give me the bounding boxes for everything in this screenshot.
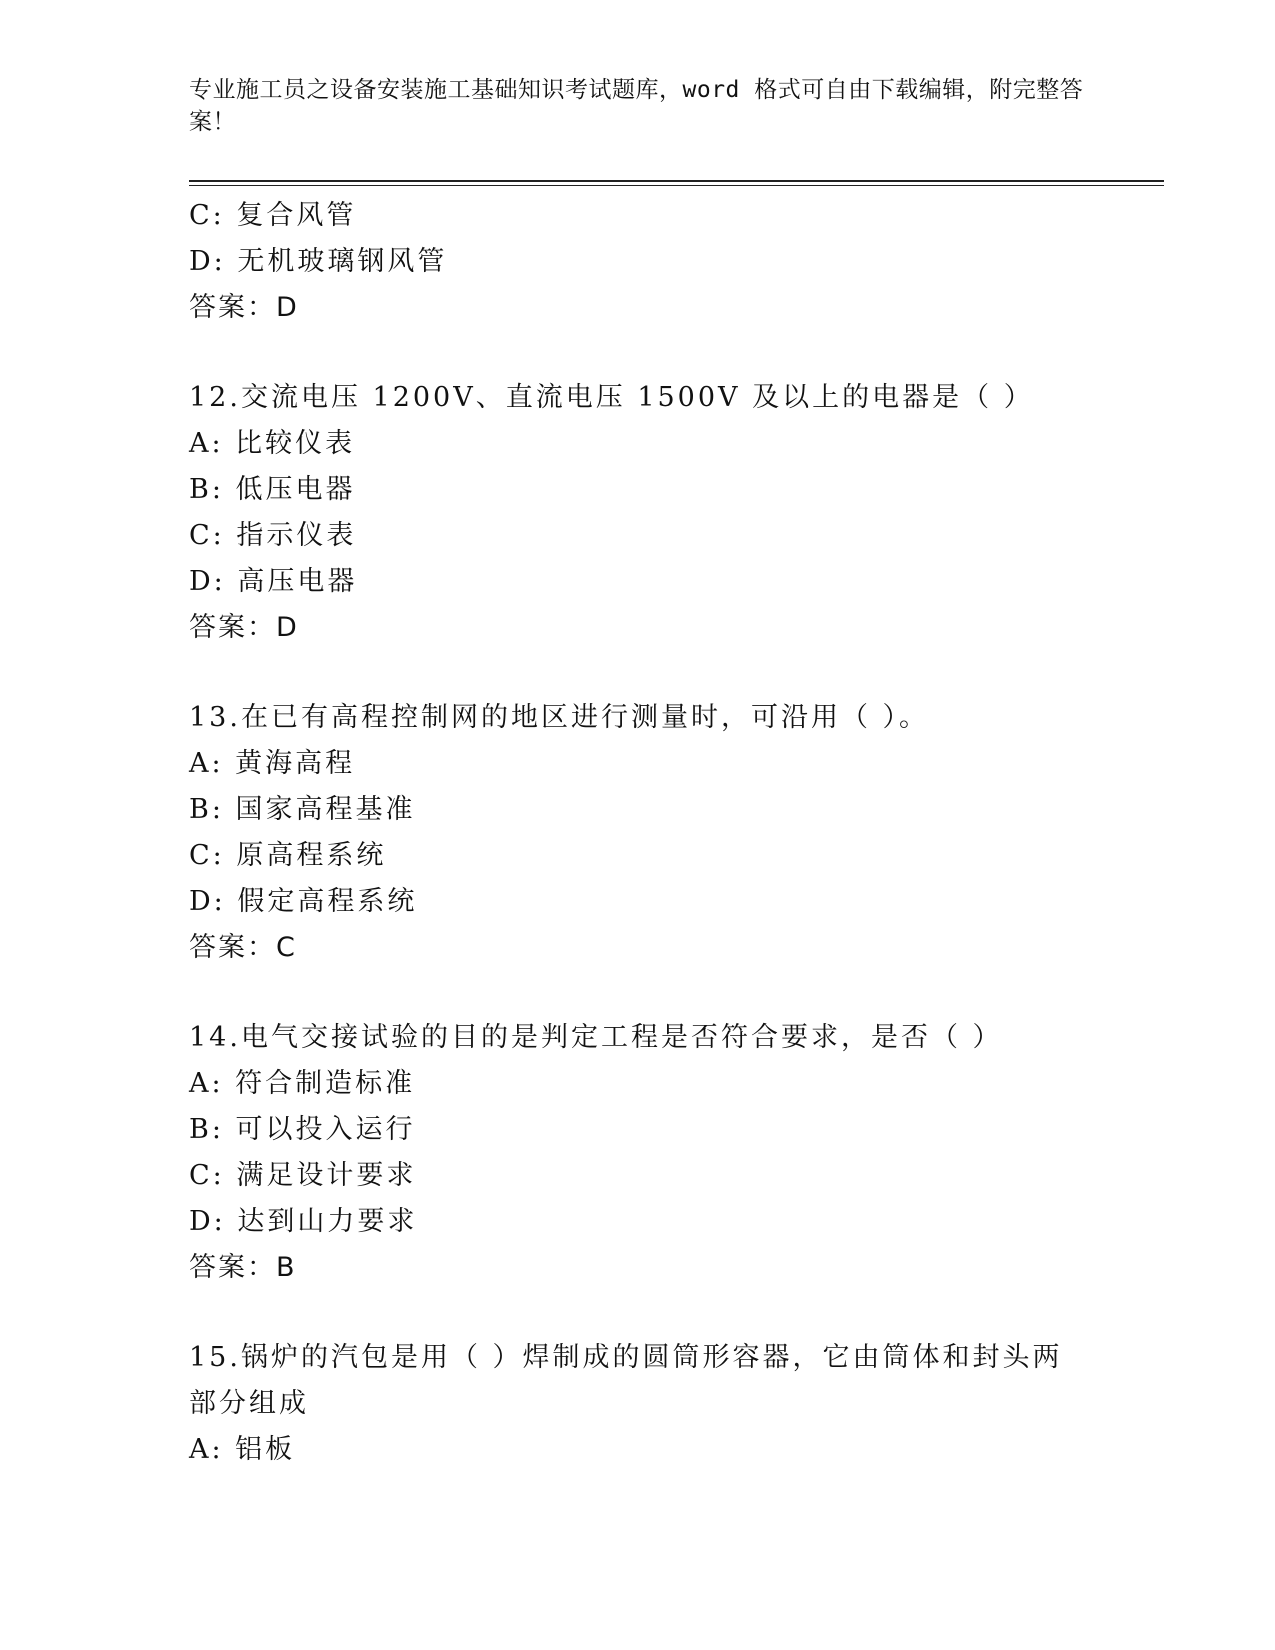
option-d: D: 高压电器 bbox=[189, 566, 358, 597]
question-stem: 15.锅炉的汽包是用（ ）焊制成的圆筒形容器，它由筒体和封头两部分组成 bbox=[189, 1342, 1063, 1419]
option-d: D: 达到山力要求 bbox=[189, 1206, 418, 1237]
question-list bbox=[189, 193, 1139, 1473]
question-stem: 13.在已有高程控制网的地区进行测量时，可沿用（ ）。 bbox=[189, 702, 930, 733]
question-13 bbox=[189, 695, 1139, 971]
question-14 bbox=[189, 1015, 1139, 1291]
question-11-continued bbox=[189, 193, 1139, 331]
answer-line: 答案：C bbox=[189, 932, 297, 963]
option-b: B: 可以投入运行 bbox=[189, 1114, 416, 1145]
answer-line: 答案：B bbox=[189, 1252, 297, 1283]
question-15 bbox=[189, 1335, 1139, 1473]
option-b: B: 国家高程基准 bbox=[189, 794, 416, 825]
option-d: D: 假定高程系统 bbox=[189, 886, 418, 917]
answer-line: 答案：D bbox=[189, 612, 299, 643]
header-divider-thin bbox=[189, 185, 1164, 186]
option-c: C: 原高程系统 bbox=[189, 840, 387, 871]
page-header: 专业施工员之设备安装施工基础知识考试题库，word 格式可自由下载编辑，附完整答案！ bbox=[189, 77, 1084, 135]
option-a: A: 比较仪表 bbox=[189, 428, 356, 459]
option-a: A: 符合制造标准 bbox=[189, 1068, 416, 1099]
option-d: D: 无机玻璃钢风管 bbox=[189, 246, 448, 277]
option-a: A: 黄海高程 bbox=[189, 748, 356, 779]
option-c: C: 复合风管 bbox=[189, 200, 357, 231]
question-stem: 12.交流电压 1200V、直流电压 1500V 及以上的电器是（ ） bbox=[189, 382, 1034, 413]
question-stem: 14.电气交接试验的目的是判定工程是否符合要求，是否（ ） bbox=[189, 1022, 1003, 1053]
option-c: C: 指示仪表 bbox=[189, 520, 357, 551]
header-divider bbox=[189, 180, 1164, 182]
option-c: C: 满足设计要求 bbox=[189, 1160, 417, 1191]
option-a: A: 铝板 bbox=[189, 1434, 296, 1465]
question-12 bbox=[189, 375, 1139, 651]
option-b: B: 低压电器 bbox=[189, 474, 356, 505]
answer-line: 答案：D bbox=[189, 292, 299, 323]
